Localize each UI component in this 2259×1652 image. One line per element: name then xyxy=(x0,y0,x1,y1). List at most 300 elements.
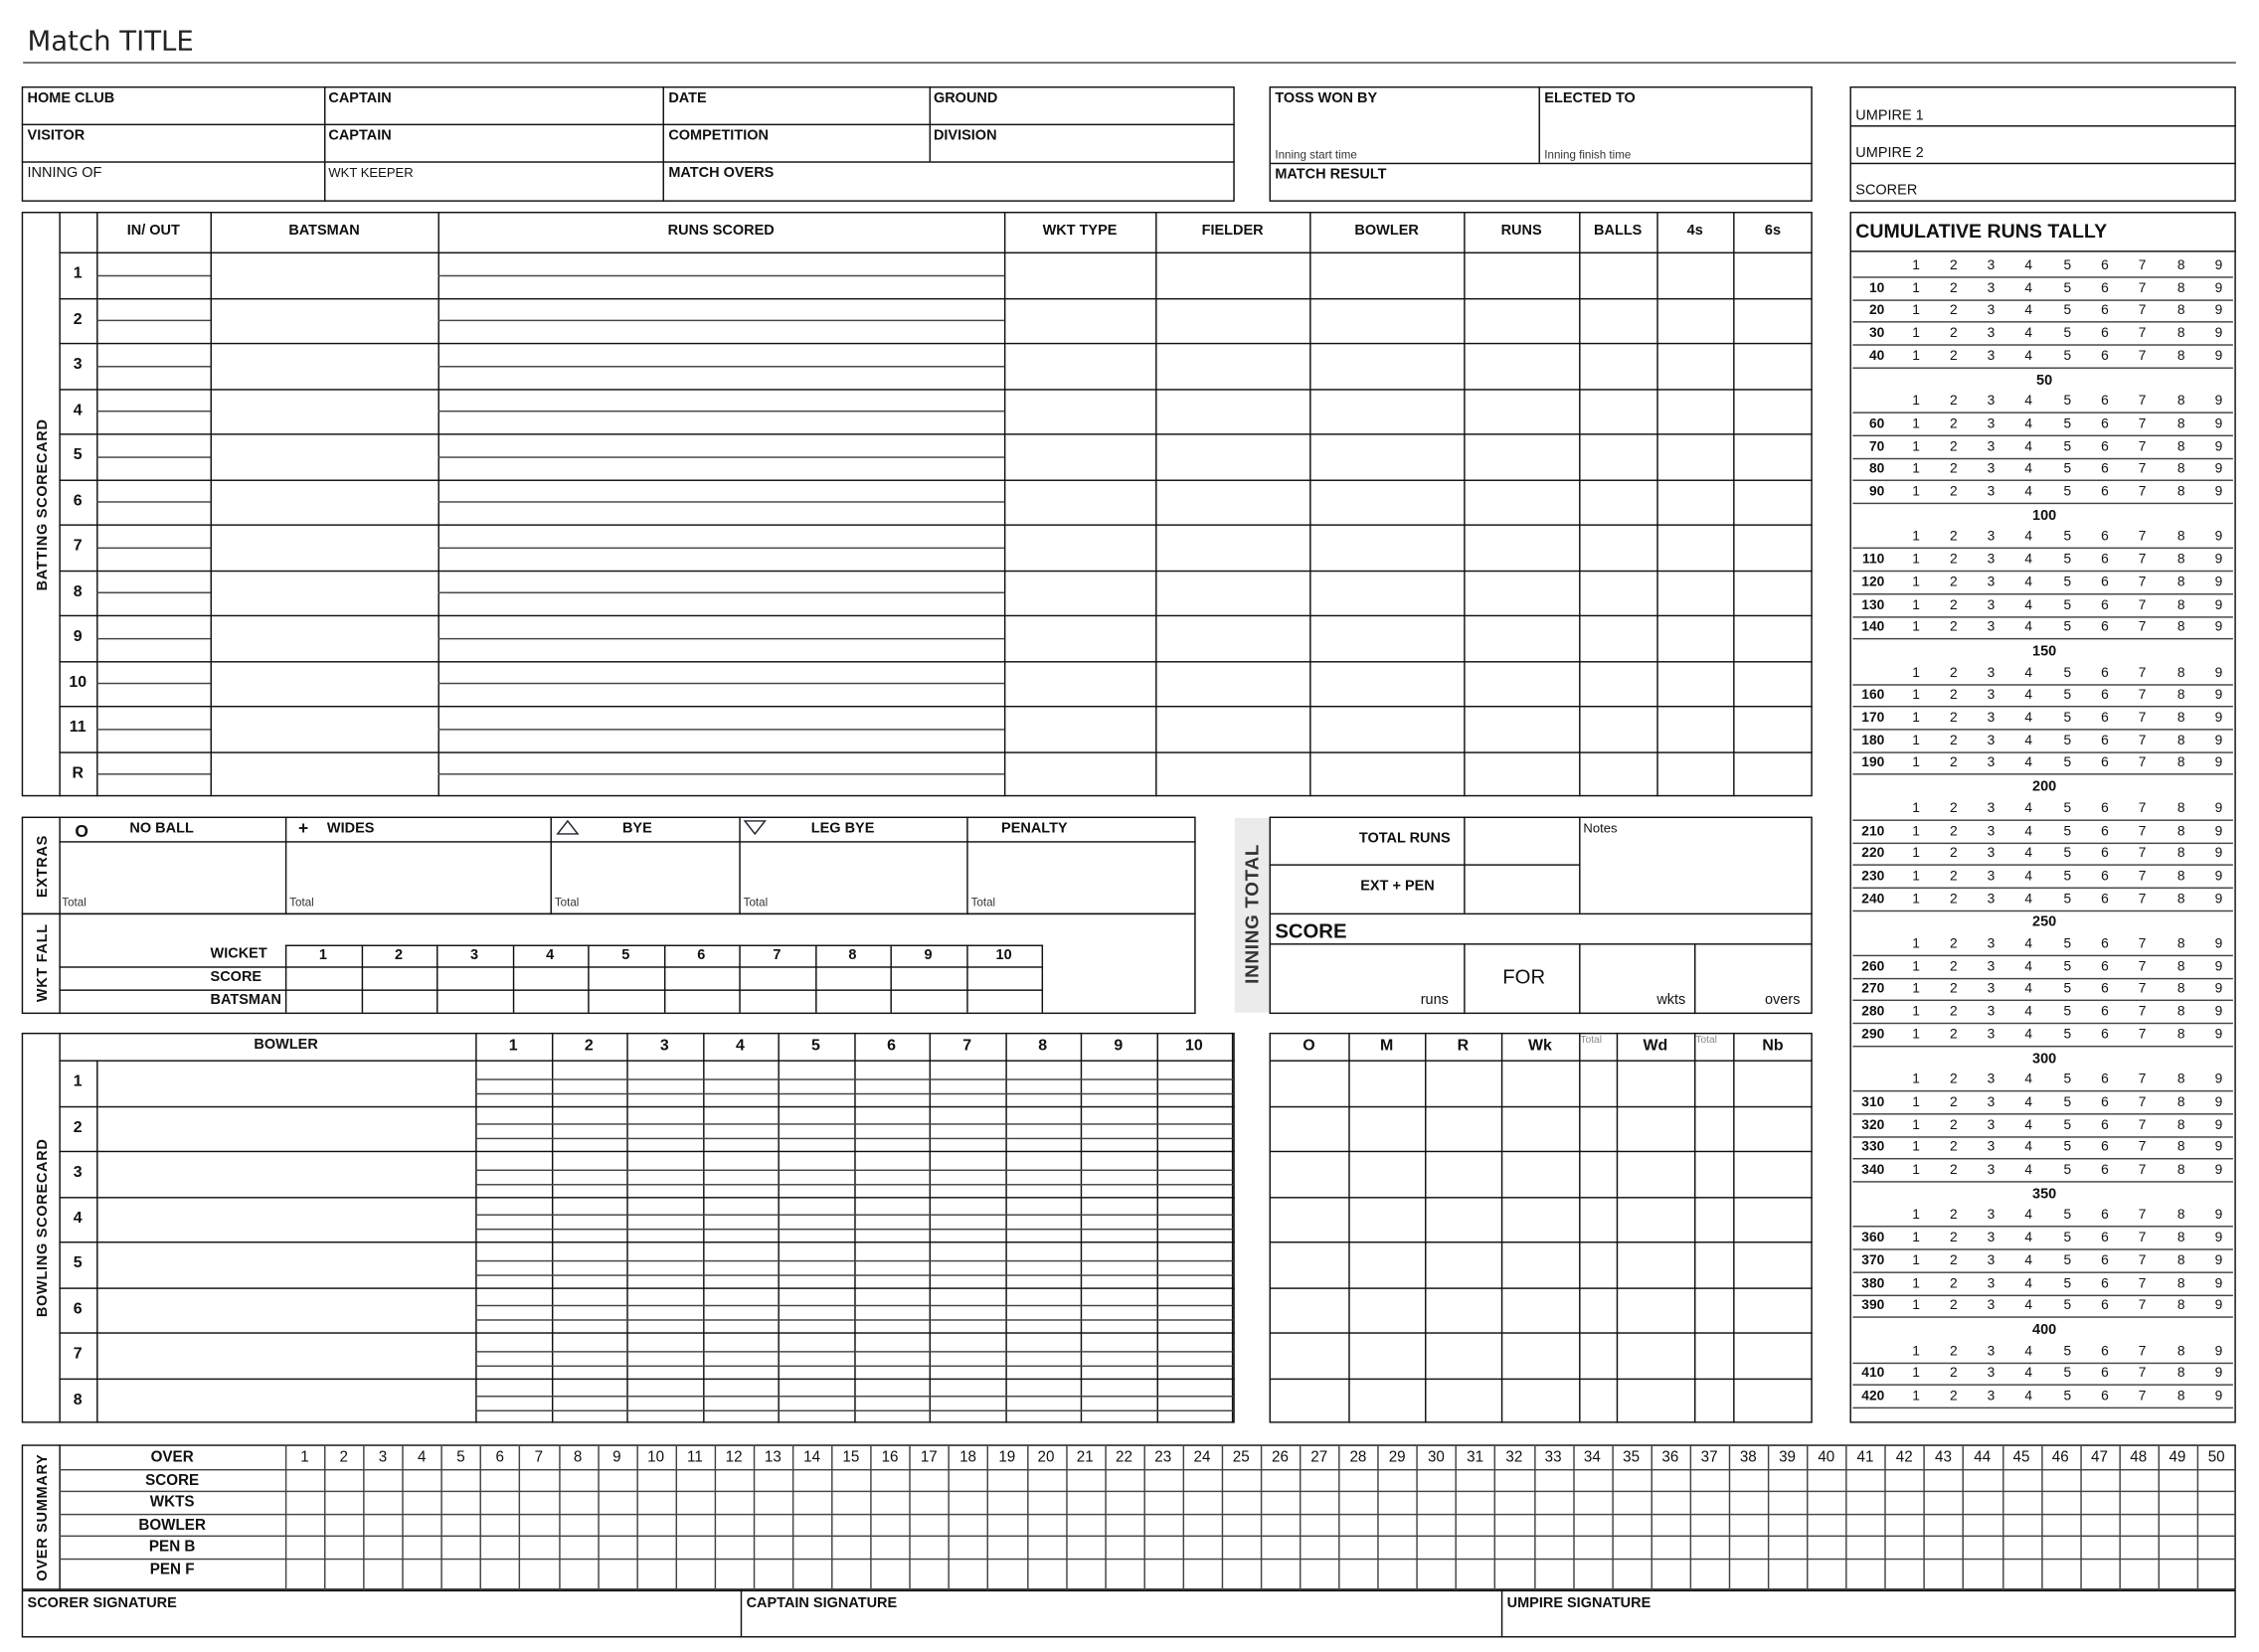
tally-digit: 8 xyxy=(2176,1275,2185,1292)
tally-digit: 8 xyxy=(2176,552,2185,569)
rule xyxy=(437,683,1003,684)
tally-digit: 9 xyxy=(2214,1026,2223,1043)
tally-digit: 7 xyxy=(2138,754,2147,771)
batting-col-header: BOWLER xyxy=(1354,223,1419,240)
tally-digit: 2 xyxy=(1949,438,1958,455)
rule xyxy=(59,1287,1234,1288)
rule xyxy=(475,1410,1233,1411)
rule xyxy=(403,1444,404,1589)
rule xyxy=(59,1105,1234,1106)
tally-digit: 4 xyxy=(2024,845,2032,862)
tally-digit: 2 xyxy=(1949,664,1958,681)
visitor-captain-label: CAPTAIN xyxy=(328,127,392,144)
rule xyxy=(1270,1332,1813,1333)
rule xyxy=(59,1033,60,1423)
tally-digit: 6 xyxy=(2101,800,2109,817)
rule xyxy=(1270,1151,1813,1152)
over-number: 39 xyxy=(1779,1448,1797,1467)
tally-digit: 2 xyxy=(1949,1343,1958,1360)
batting-col-header: FIELDER xyxy=(1201,223,1264,240)
tally-digit: 6 xyxy=(2101,710,2109,727)
tally-digit: 2 xyxy=(1949,1116,1958,1133)
rule xyxy=(437,456,1003,457)
tally-row-label: 90 xyxy=(1868,483,1885,500)
tally-digit: 4 xyxy=(2024,868,2032,885)
batting-row-number: R xyxy=(72,763,84,782)
inning-finish-label: Inning finish time xyxy=(1544,148,1632,162)
tally-digit: 7 xyxy=(2138,958,2147,975)
tally-digit: 7 xyxy=(2138,1388,2147,1404)
tally-row-label: 370 xyxy=(1861,1252,1885,1269)
tally-digit: 9 xyxy=(2214,1252,2223,1269)
tally-digit: 8 xyxy=(2176,710,2185,727)
tally-digit: 5 xyxy=(2063,935,2072,952)
captain-signature-label: CAPTAIN SIGNATURE xyxy=(746,1595,898,1612)
tally-digit: 6 xyxy=(2101,415,2109,432)
over-number: 10 xyxy=(647,1448,665,1467)
tally-digit: 8 xyxy=(2176,1207,2185,1224)
bowling-stat-header: Wk xyxy=(1528,1037,1552,1055)
tally-digit: 4 xyxy=(2024,1026,2032,1043)
extras-header: BYE xyxy=(621,820,652,837)
rule xyxy=(1852,819,2233,820)
tally-digit: 5 xyxy=(2063,845,2072,862)
over-number: 33 xyxy=(1544,1448,1562,1467)
tally-digit: 2 xyxy=(1949,574,1958,590)
wicket-number: 6 xyxy=(697,947,706,964)
tally-digit: 9 xyxy=(2214,710,2223,727)
rule xyxy=(475,1229,1233,1230)
tally-digit: 7 xyxy=(2138,529,2147,546)
tally-digit: 5 xyxy=(2063,1139,2072,1156)
over-summary-row-label: PEN F xyxy=(149,1561,195,1579)
rule xyxy=(1579,212,1580,796)
rule xyxy=(96,638,210,639)
over-number: 23 xyxy=(1154,1448,1172,1467)
tally-digit: 8 xyxy=(2176,1072,2185,1088)
tally-milestone: 50 xyxy=(2036,372,2053,389)
tally-digit: 6 xyxy=(2101,935,2109,952)
tally-digit: 1 xyxy=(1912,1230,1920,1246)
total-runs-label: TOTAL RUNS xyxy=(1358,831,1451,848)
tally-digit: 8 xyxy=(2176,935,2185,952)
tally-digit: 2 xyxy=(1949,1297,1958,1314)
tally-digit: 5 xyxy=(2063,664,2072,681)
tally-digit: 5 xyxy=(2063,574,2072,590)
tally-digit: 9 xyxy=(2214,619,2223,636)
rule xyxy=(1729,1444,1730,1589)
tally-digit: 2 xyxy=(1949,393,1958,410)
tally-digit: 2 xyxy=(1949,1094,1958,1111)
tally-digit: 4 xyxy=(2024,1275,2032,1292)
date-label: DATE xyxy=(668,90,707,107)
tally-digit: 5 xyxy=(2063,1275,2072,1292)
tally-row-label: 80 xyxy=(1868,461,1885,478)
rule xyxy=(1768,1444,1769,1589)
tally-digit: 1 xyxy=(1912,483,1920,500)
tally-digit: 1 xyxy=(1912,461,1920,478)
ground-label: GROUND xyxy=(933,90,998,107)
tally-digit: 5 xyxy=(2063,302,2072,319)
wicket-number: 7 xyxy=(773,947,782,964)
tally-digit: 3 xyxy=(1987,1230,1996,1246)
tally-digit: 3 xyxy=(1987,1094,1996,1111)
tally-digit: 1 xyxy=(1912,325,1920,342)
rule xyxy=(1852,503,2233,504)
tally-digit: 2 xyxy=(1949,1366,1958,1383)
tally-digit: 6 xyxy=(2101,1388,2109,1404)
rule xyxy=(1852,706,2233,707)
tally-digit: 7 xyxy=(2138,868,2147,885)
over-number: 28 xyxy=(1349,1448,1367,1467)
rule xyxy=(1300,1444,1301,1589)
tally-digit: 3 xyxy=(1987,393,1996,410)
tally-digit: 3 xyxy=(1987,1072,1996,1088)
tally-digit: 8 xyxy=(2176,664,2185,681)
tally-digit: 4 xyxy=(2024,280,2032,297)
match-overs-label: MATCH OVERS xyxy=(668,165,775,182)
rule xyxy=(1852,593,2233,594)
tally-digit: 9 xyxy=(2214,393,2223,410)
umpire1-label: UMPIRE 1 xyxy=(1855,107,1924,124)
rule xyxy=(1417,1444,1418,1589)
tally-digit: 8 xyxy=(2176,415,2185,432)
tally-digit: 6 xyxy=(2101,1162,2109,1179)
batsman-row-label: BATSMAN xyxy=(210,992,281,1009)
rule xyxy=(1004,212,1005,796)
home-club-label: HOME CLUB xyxy=(27,90,115,107)
tally-digit: 4 xyxy=(2024,619,2032,636)
tally-digit: 6 xyxy=(2101,529,2109,546)
tally-digit: 1 xyxy=(1912,574,1920,590)
rule xyxy=(475,1092,1233,1093)
batting-col-header: 4s xyxy=(1686,223,1703,240)
rule xyxy=(1852,1113,2233,1114)
bowling-stat-header: R xyxy=(1457,1037,1470,1055)
tally-digit: 5 xyxy=(2063,415,2072,432)
tally-digit: 5 xyxy=(2063,1207,2072,1224)
rule xyxy=(910,1444,911,1589)
tally-digit: 7 xyxy=(2138,710,2147,727)
tally-digit: 7 xyxy=(2138,981,2147,998)
rule xyxy=(1807,1444,1808,1589)
rule xyxy=(59,1514,2235,1515)
tally-digit: 2 xyxy=(1949,552,1958,569)
tally-milestone: 150 xyxy=(2032,643,2057,660)
tally-digit: 2 xyxy=(1949,845,1958,862)
rule xyxy=(1617,1033,1618,1423)
tally-digit: 7 xyxy=(2138,1139,2147,1156)
rule xyxy=(1733,1033,1734,1423)
over-number: 6 xyxy=(495,1448,504,1467)
tally-digit: 8 xyxy=(2176,529,2185,546)
tally-digit: 8 xyxy=(2176,619,2185,636)
rule xyxy=(437,411,1003,412)
bowling-row-number: 3 xyxy=(73,1163,83,1182)
rule xyxy=(437,274,1003,275)
tally-digit: 7 xyxy=(2138,1162,2147,1179)
tally-digit: 3 xyxy=(1987,1116,1996,1133)
rule xyxy=(475,1320,1233,1321)
rule xyxy=(1852,367,2233,368)
tally-row-label: 280 xyxy=(1861,1004,1885,1021)
rule xyxy=(437,320,1003,321)
rule xyxy=(475,1078,1233,1079)
tally-row-label: 260 xyxy=(1861,958,1885,975)
batting-row-number: 5 xyxy=(73,446,83,464)
rule xyxy=(1852,1248,2233,1249)
batting-col-header: BALLS xyxy=(1594,223,1643,240)
tally-digit: 5 xyxy=(2063,1072,2072,1088)
tally-digit: 2 xyxy=(1949,483,1958,500)
tally-digit: 3 xyxy=(1987,958,1996,975)
over-number: 25 xyxy=(1232,1448,1250,1467)
extras-header: PENALTY xyxy=(1001,820,1068,837)
tally-digit: 1 xyxy=(1912,1004,1920,1021)
tally-digit: 7 xyxy=(2138,823,2147,840)
tally-digit: 3 xyxy=(1987,415,1996,432)
tally-digit: 8 xyxy=(2176,891,2185,908)
tally-digit: 9 xyxy=(2214,1072,2223,1088)
tally-digit: 3 xyxy=(1987,845,1996,862)
tally-digit: 1 xyxy=(1912,754,1920,771)
rule xyxy=(59,1060,1234,1061)
tally-digit: 6 xyxy=(2101,393,2109,410)
rule xyxy=(1155,212,1156,796)
tally-digit: 2 xyxy=(1949,891,1958,908)
match-info-box xyxy=(22,86,1235,202)
tally-digit: 9 xyxy=(2214,868,2223,885)
bowling-over-header: 4 xyxy=(735,1037,745,1055)
rule xyxy=(1456,1444,1457,1589)
over-number: 26 xyxy=(1271,1448,1289,1467)
tally-digit: 2 xyxy=(1949,935,1958,952)
tally-digit: 5 xyxy=(2063,393,2072,410)
competition-label: COMPETITION xyxy=(668,127,769,144)
tally-digit: 5 xyxy=(2063,348,2072,365)
tally-digit: 1 xyxy=(1912,1139,1920,1156)
rule xyxy=(1026,1444,1027,1589)
rule xyxy=(437,212,438,796)
rule xyxy=(475,1259,1233,1260)
tally-digit: 4 xyxy=(2024,935,2032,952)
tally-digit: 9 xyxy=(2214,733,2223,749)
rule xyxy=(1852,1317,2233,1318)
tally-digit: 4 xyxy=(2024,596,2032,613)
tally-digit: 6 xyxy=(2101,1252,2109,1269)
tally-row-label: 340 xyxy=(1861,1162,1885,1179)
scorer-label: SCORER xyxy=(1855,183,1918,199)
tally-digit: 4 xyxy=(2024,1072,2032,1088)
bowler-col-header: BOWLER xyxy=(254,1037,318,1054)
wicket-number: 10 xyxy=(995,947,1012,964)
tally-digit: 1 xyxy=(1912,1252,1920,1269)
rule xyxy=(1270,1196,1813,1197)
tally-digit: 6 xyxy=(2101,823,2109,840)
rule xyxy=(1494,1444,1495,1589)
over-number: 48 xyxy=(2130,1448,2148,1467)
rule xyxy=(675,1444,676,1589)
tally-digit: 8 xyxy=(2176,348,2185,365)
extras-total-label: Total xyxy=(970,896,996,909)
rule xyxy=(475,1396,1233,1397)
bowling-over-header: 3 xyxy=(659,1037,669,1055)
tally-digit: 6 xyxy=(2101,868,2109,885)
extras-total-label: Total xyxy=(743,896,769,909)
tally-digit: 9 xyxy=(2214,1388,2223,1404)
tally-digit: 5 xyxy=(2063,1297,2072,1314)
tally-digit: 6 xyxy=(2101,1139,2109,1156)
tally-digit: 3 xyxy=(1987,1388,1996,1404)
rule xyxy=(1924,1444,1925,1589)
over-number: 17 xyxy=(920,1448,938,1467)
over-number: 5 xyxy=(456,1448,465,1467)
rule xyxy=(475,1274,1233,1275)
tally-digit: 8 xyxy=(2176,800,2185,817)
tally-digit: 9 xyxy=(2214,823,2223,840)
bowling-over-header: 6 xyxy=(887,1037,896,1055)
over-summary-row-label: OVER xyxy=(150,1448,194,1467)
tally-digit: 3 xyxy=(1987,1252,1996,1269)
tally-digit: 7 xyxy=(2138,348,2147,365)
batting-col-header: IN/ OUT xyxy=(126,223,180,240)
tally-row-label: 170 xyxy=(1861,710,1885,727)
batting-row-number: 4 xyxy=(73,401,83,418)
bowling-stat-header: Total xyxy=(1695,1035,1717,1046)
signature-box xyxy=(22,1590,2236,1638)
bowling-row-number: 2 xyxy=(73,1118,83,1136)
tally-digit: 8 xyxy=(2176,687,2185,704)
rule xyxy=(1852,1294,2233,1295)
over-number: 44 xyxy=(1974,1448,1992,1467)
wicket-number: 4 xyxy=(546,947,555,964)
tally-digit: 8 xyxy=(2176,754,2185,771)
tally-digit: 3 xyxy=(1987,733,1996,749)
rule xyxy=(96,547,210,548)
over-number: 35 xyxy=(1623,1448,1641,1467)
over-number: 27 xyxy=(1310,1448,1328,1467)
tally-digit: 6 xyxy=(2101,1094,2109,1111)
tally-digit: 6 xyxy=(2101,552,2109,569)
tally-digit: 3 xyxy=(1987,868,1996,885)
tally-digit: 4 xyxy=(2024,438,2032,455)
over-number: 49 xyxy=(2169,1448,2186,1467)
over-number: 43 xyxy=(1935,1448,1952,1467)
rule xyxy=(1348,1033,1349,1423)
rule xyxy=(1573,1444,1574,1589)
tally-digit: 9 xyxy=(2214,461,2223,478)
tally-digit: 1 xyxy=(1912,733,1920,749)
tally-digit: 2 xyxy=(1949,958,1958,975)
tally-digit: 1 xyxy=(1912,958,1920,975)
extras-total-label: Total xyxy=(289,896,314,909)
rule xyxy=(59,615,1812,616)
tally-digit: 1 xyxy=(1912,1116,1920,1133)
tally-digit: 9 xyxy=(2214,552,2223,569)
rule xyxy=(1852,434,2233,435)
bowling-over-header: 10 xyxy=(1184,1037,1203,1055)
rule xyxy=(363,1444,364,1589)
tally-digit: 5 xyxy=(2063,710,2072,727)
tally-digit: 9 xyxy=(2214,483,2223,500)
tally-row-label: 390 xyxy=(1861,1297,1885,1314)
tally-digit: 3 xyxy=(1987,891,1996,908)
tally-row-label: 140 xyxy=(1861,619,1885,636)
rule xyxy=(1852,299,2233,300)
tally-digit: 6 xyxy=(2101,1072,2109,1088)
tally-digit: 6 xyxy=(2101,438,2109,455)
tally-digit: 4 xyxy=(2024,958,2032,975)
division-label: DIVISION xyxy=(933,127,997,144)
tally-digit: 8 xyxy=(2176,981,2185,998)
extras-header: LEG BYE xyxy=(810,820,875,837)
tally-row-label: 380 xyxy=(1861,1275,1885,1292)
bowling-row-number: 1 xyxy=(73,1073,83,1090)
rule xyxy=(1464,212,1465,796)
rule xyxy=(1845,1444,1846,1589)
tally-digit: 4 xyxy=(2024,302,2032,319)
tally-digit: 6 xyxy=(2101,754,2109,771)
tally-digit: 1 xyxy=(1912,1366,1920,1383)
rule xyxy=(59,751,1812,752)
tally-digit: 4 xyxy=(2024,1297,2032,1314)
rule xyxy=(1270,1105,1813,1106)
tally-digit: 8 xyxy=(2176,393,2185,410)
rule xyxy=(96,773,210,774)
tally-digit: 5 xyxy=(2063,1116,2072,1133)
tally-digit: 7 xyxy=(2138,280,2147,297)
tally-digit: 2 xyxy=(1949,257,1958,274)
tally-digit: 3 xyxy=(1987,461,1996,478)
rule xyxy=(1309,212,1310,796)
rule xyxy=(96,592,210,593)
tally-row-label: 330 xyxy=(1861,1139,1885,1156)
tally-row-label: 160 xyxy=(1861,687,1885,704)
tally-digit: 4 xyxy=(2024,800,2032,817)
tally-digit: 3 xyxy=(1987,529,1996,546)
tally-digit: 9 xyxy=(2214,529,2223,546)
tally-row-label: 210 xyxy=(1861,823,1885,840)
tally-digit: 9 xyxy=(2214,1207,2223,1224)
extras-triangle-icons xyxy=(556,819,772,836)
rule xyxy=(1852,638,2233,639)
tally-digit: 7 xyxy=(2138,1094,2147,1111)
rule xyxy=(949,1444,950,1589)
rule xyxy=(59,570,1812,571)
rule xyxy=(1534,1444,1535,1589)
bowling-over-header: 5 xyxy=(811,1037,820,1055)
tally-digit: 1 xyxy=(1912,596,1920,613)
tally-digit: 8 xyxy=(2176,1366,2185,1383)
rule xyxy=(437,729,1003,730)
rule xyxy=(1425,1033,1426,1423)
rule xyxy=(1656,212,1657,796)
match-title[interactable]: Match TITLE xyxy=(27,26,194,58)
rule xyxy=(792,1444,793,1589)
tally-digit: 2 xyxy=(1949,302,1958,319)
tally-digit: 1 xyxy=(1912,1094,1920,1111)
over-number: 19 xyxy=(998,1448,1016,1467)
tally-row-label: 270 xyxy=(1861,981,1885,998)
tally-digit: 2 xyxy=(1949,619,1958,636)
tally-title: CUMULATIVE RUNS TALLY xyxy=(1855,220,2108,243)
rule xyxy=(1852,322,2233,323)
over-number: 22 xyxy=(1116,1448,1132,1467)
notes-label: Notes xyxy=(1583,820,1618,836)
tally-row-label: 230 xyxy=(1861,868,1885,885)
tally-digit: 5 xyxy=(2063,552,2072,569)
tally-digit: 9 xyxy=(2214,596,2223,613)
